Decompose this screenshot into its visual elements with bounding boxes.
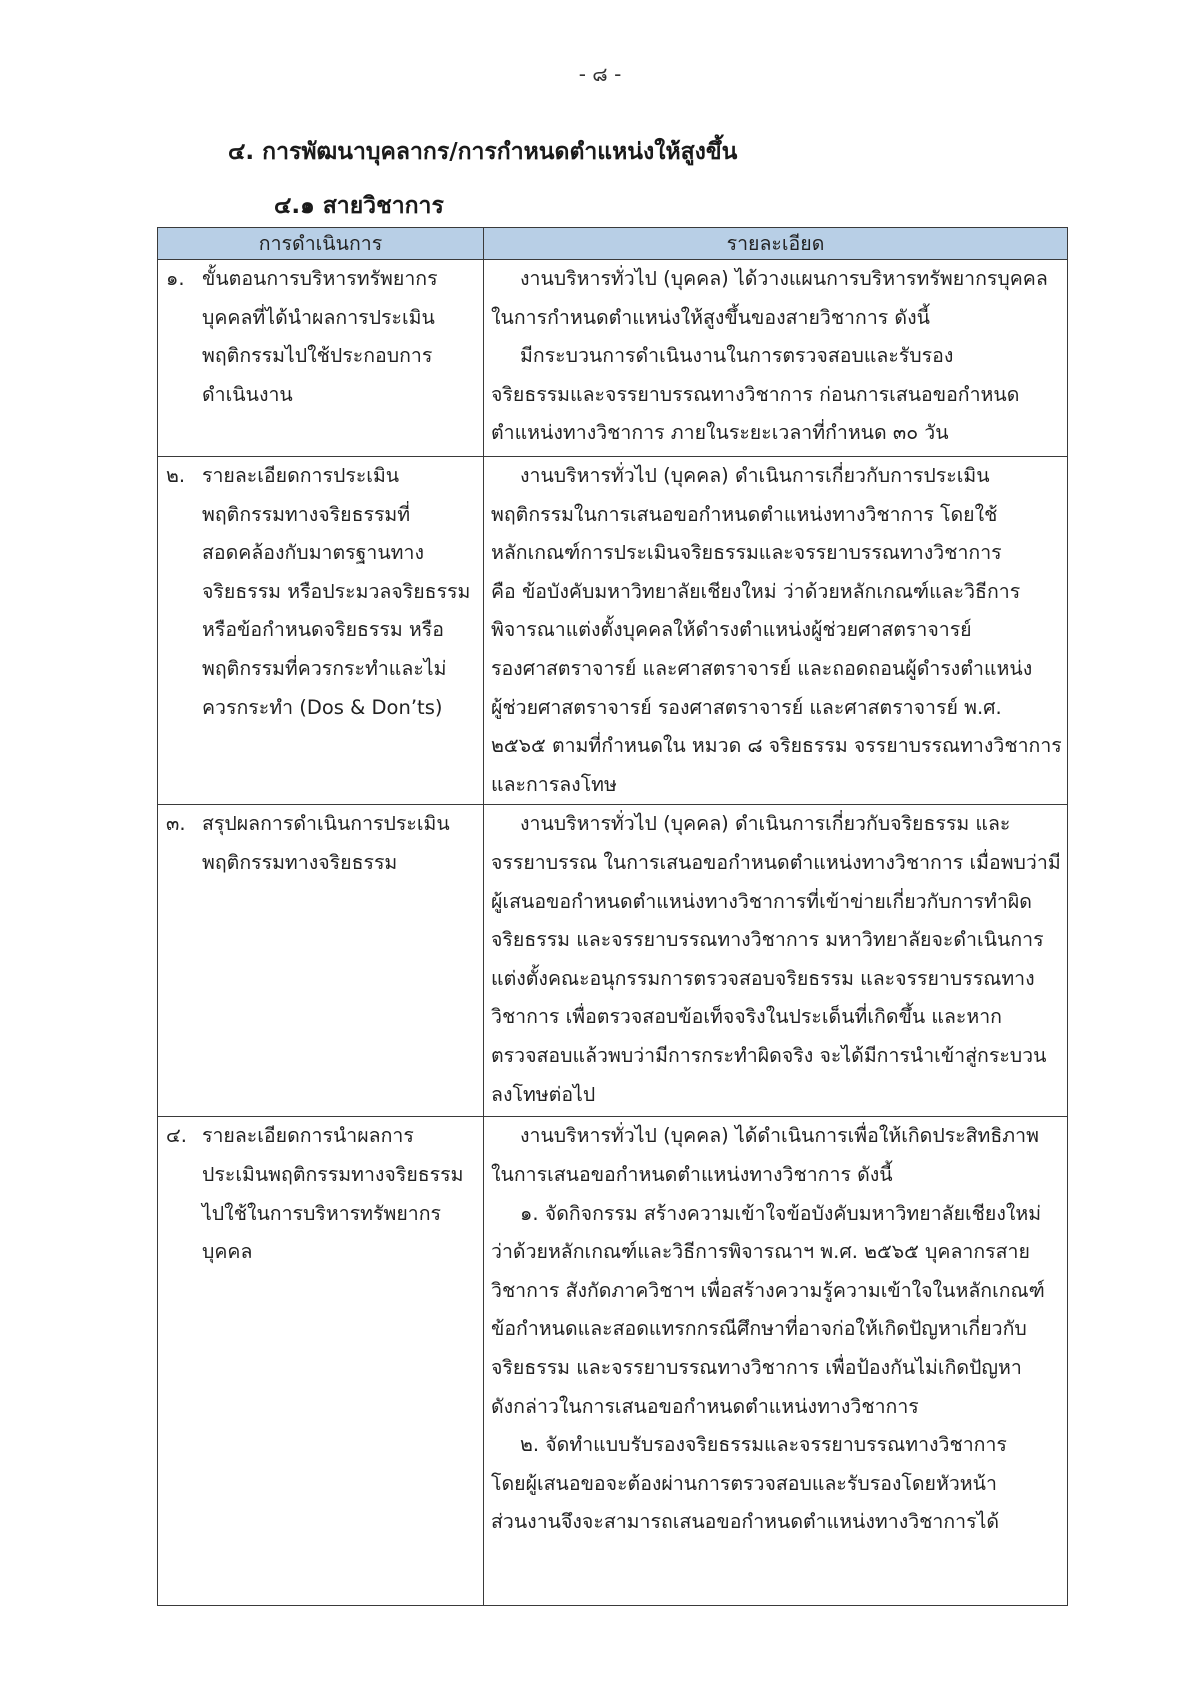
detail-line: จริยธรรม และจรรยาบรรณทางวิชาการ เพื่อป้องกันไม่เกิดปัญหา xyxy=(491,1355,1022,1379)
detail-line: ในการกำหนดตำแหน่งให้สูงขึ้นของสายวิชาการ ดังนี้ xyxy=(491,305,930,329)
detail-line: ๒๕๖๕ ตามที่กำหนดใน หมวด ๘ จริยธรรม จรรยาบรรณทางวิชาการ xyxy=(491,734,1062,758)
operation-cell xyxy=(158,1117,484,1606)
detail-line: ตำแหน่งทางวิชาการ ภายในระยะเวลาที่กำหนด ๓๐ วัน xyxy=(491,421,949,445)
detail-line: จรรยาบรรณ ในการเสนอขอกำหนดตำแหน่งทางวิชาการ เมื่อพบว่ามี xyxy=(491,850,1061,874)
detail-line: งานบริหารทั่วไป (บุคคล) ได้ดำเนินการเพื่อให้เกิดประสิทธิภาพ xyxy=(520,1124,1039,1148)
operation-line: ดำเนินงาน xyxy=(202,382,293,406)
detail-line: ตรวจสอบแล้วพบว่ามีการกระทำผิดจริง จะได้มีการนำเข้าสู่กระบวน xyxy=(491,1043,1047,1067)
operations-table xyxy=(157,227,1068,1606)
section-title: ๔. การพัฒนาบุคลากร/การกำหนดตำแหน่งให้สูงขึ้น xyxy=(228,139,738,165)
table-row xyxy=(158,457,1068,805)
detail-line: วิชาการ เพื่อตรวจสอบข้อเท็จจริงในประเด็นที่เกิดขึ้น และหาก xyxy=(491,1005,1002,1029)
detail-line: ผู้ช่วยศาสตราจารย์ รองศาสตราจารย์ และศาสตราจารย์ พ.ศ. xyxy=(491,695,1002,719)
detail-line: ๒. จัดทำแบบรับรองจริยธรรมและจรรยาบรรณทางวิชาการ xyxy=(520,1433,1007,1457)
operation-cell xyxy=(158,457,484,805)
operation-line: บุคคล xyxy=(202,1240,253,1264)
operation-line: พฤติกรรมทางจริยธรรมที่ xyxy=(202,502,411,526)
detail-line: แต่งตั้งคณะอนุกรรมการตรวจสอบจริยธรรม และจรรยาบรรณทาง xyxy=(491,966,1035,990)
row-number: ๓. xyxy=(166,812,186,836)
detail-line: มีกระบวนการดำเนินงานในการตรวจสอบและรับรอง xyxy=(520,344,954,368)
detail-line: จริยธรรมและจรรยาบรรณทางวิชาการ ก่อนการเสนอขอกำหนด xyxy=(491,382,1020,406)
detail-line: ส่วนงานจึงจะสามารถเสนอขอกำหนดตำแหน่งทางวิชาการได้ xyxy=(491,1510,1000,1534)
operation-line: หรือข้อกำหนดจริยธรรม หรือ xyxy=(202,618,444,642)
detail-line: โดยผู้เสนอขอจะต้องผ่านการตรวจสอบและรับรองโดยหัวหน้า xyxy=(491,1471,997,1495)
detail-line: วิชาการ สังกัดภาควิชาฯ เพื่อสร้างความรู้ความเข้าใจในหลักเกณฑ์ xyxy=(491,1278,1045,1302)
header-operation: การดำเนินการ xyxy=(158,228,484,260)
row-number: ๔. xyxy=(166,1124,187,1148)
operation-line: จริยธรรม หรือประมวลจริยธรรม xyxy=(202,579,471,603)
table-row xyxy=(158,805,1068,1117)
detail-line: ดังกล่าวในการเสนอขอกำหนดตำแหน่งทางวิชาการ xyxy=(491,1394,919,1418)
page-number: - ๘ - xyxy=(578,62,622,86)
detail-cell xyxy=(484,805,1068,1117)
detail-line: งานบริหารทั่วไป (บุคคล) ดำเนินการเกี่ยวกับการประเมิน xyxy=(520,464,990,487)
table-header-row xyxy=(158,228,1068,260)
subsection-title: ๔.๑ สายวิชาการ xyxy=(274,193,444,219)
table-row xyxy=(158,1117,1068,1606)
row-number: ๑. xyxy=(166,267,185,290)
detail-line: และการลงโทษ xyxy=(491,772,617,796)
detail-line: งานบริหารทั่วไป (บุคคล) ดำเนินการเกี่ยวกับจริยธรรม และ xyxy=(520,812,1011,836)
operation-line: พฤติกรรมที่ควรกระทำและไม่ xyxy=(202,656,447,680)
operation-line: ไปใช้ในการบริหารทรัพยากร xyxy=(202,1201,441,1225)
detail-line: ว่าด้วยหลักเกณฑ์และวิธีการพิจารณาฯ พ.ศ. ๒๕๖๕ บุคลากรสาย xyxy=(491,1240,1030,1264)
detail-line: งานบริหารทั่วไป (บุคคล) ได้วางแผนการบริหารทรัพยากรบุคคล xyxy=(520,267,1048,290)
detail-line: ผู้เสนอขอกำหนดตำแหน่งทางวิชาการที่เข้าข่ายเกี่ยวกับการทำผิด xyxy=(491,889,1032,913)
detail-line: คือ ข้อบังคับมหาวิทยาลัยเชียงใหม่ ว่าด้วยหลักเกณฑ์และวิธีการ xyxy=(491,579,1021,603)
detail-line: พิจารณาแต่งตั้งบุคคลให้ดำรงตำแหน่งผู้ช่วยศาสตราจารย์ xyxy=(491,618,972,642)
table-row xyxy=(158,260,1068,457)
detail-cell xyxy=(484,457,1068,805)
detail-cell xyxy=(484,1117,1068,1606)
detail-line: ในการเสนอขอกำหนดตำแหน่งทางวิชาการ ดังนี้ xyxy=(491,1162,893,1186)
header-details: รายละเอียด xyxy=(484,228,1068,260)
detail-line: ลงโทษต่อไป xyxy=(491,1082,596,1106)
row-number: ๒. xyxy=(166,464,186,487)
operation-line: ควรกระทำ (Dos & Don’ts) xyxy=(202,695,443,719)
operation-line: รายละเอียดการประเมิน xyxy=(202,464,400,487)
operation-line: ประเมินพฤติกรรมทางจริยธรรม xyxy=(202,1162,464,1186)
operation-line: บุคคลที่ได้นำผลการประเมิน xyxy=(202,305,435,329)
operation-line: พฤติกรรมไปใช้ประกอบการ xyxy=(202,344,433,368)
detail-line: ข้อกำหนดและสอดแทรกกรณีศึกษาที่อาจก่อให้เกิดปัญหาเกี่ยวกับ xyxy=(491,1317,1027,1341)
detail-line: พฤติกรรมในการเสนอขอกำหนดตำแหน่งทางวิชาการ โดยใช้ xyxy=(491,502,998,526)
detail-line: ๑. จัดกิจกรรม สร้างความเข้าใจข้อบังคับมหาวิทยาลัยเชียงใหม่ xyxy=(520,1201,1042,1225)
operation-line: พฤติกรรมทางจริยธรรม xyxy=(202,850,398,874)
detail-line: จริยธรรม และจรรยาบรรณทางวิชาการ มหาวิทยาลัยจะดำเนินการ xyxy=(491,928,1044,952)
operation-line: รายละเอียดการนำผลการ xyxy=(202,1124,414,1148)
operation-line: ขั้นตอนการบริหารทรัพยากร xyxy=(202,267,438,290)
operation-cell xyxy=(158,260,484,457)
operation-cell xyxy=(158,805,484,1117)
operation-line: สอดคล้องกับมาตรฐานทาง xyxy=(202,541,424,565)
operation-line: สรุปผลการดำเนินการประเมิน xyxy=(202,812,450,836)
detail-cell xyxy=(484,260,1068,457)
detail-line: รองศาสตราจารย์ และศาสตราจารย์ และถอดถอนผู้ดำรงตำแหน่ง xyxy=(491,656,1033,680)
detail-line: หลักเกณฑ์การประเมินจริยธรรมและจรรยาบรรณทางวิชาการ xyxy=(491,541,1002,565)
